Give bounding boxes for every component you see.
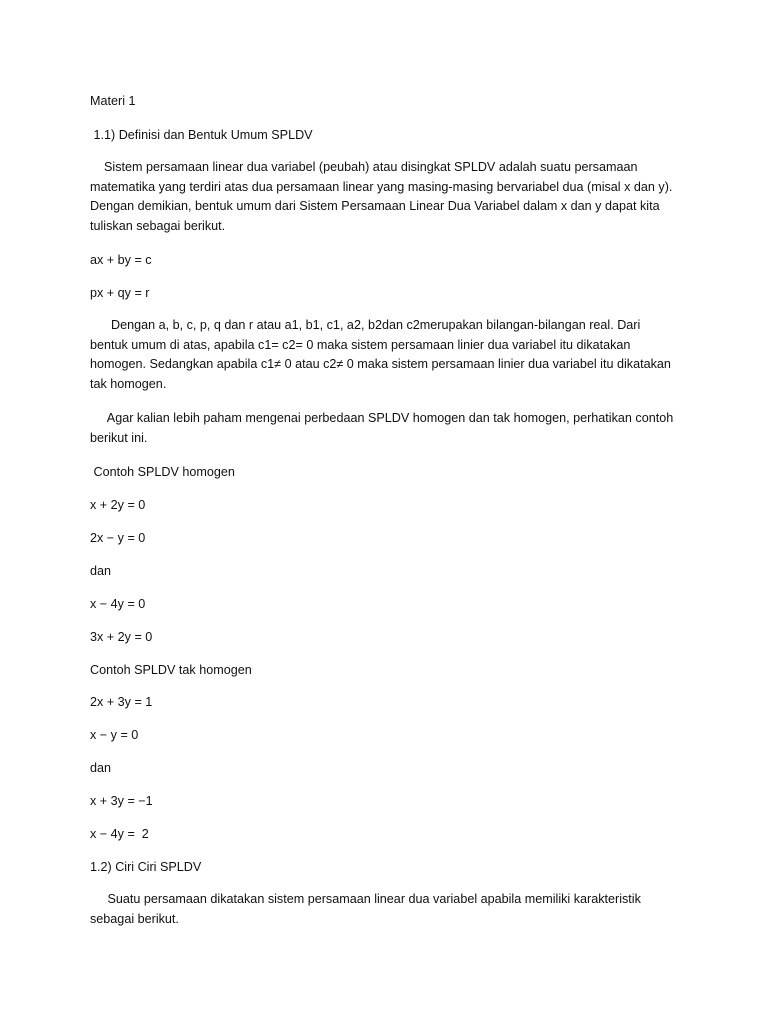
comparison-line: berikut ini. (90, 430, 148, 445)
intro-paragraph (90, 158, 686, 236)
tak-homogen-example-title: Contoh SPLDV tak homogen (90, 663, 252, 677)
comparison-paragraph (90, 409, 686, 448)
tak-homogen-equation: x − 4y = 2 (90, 827, 149, 841)
intro-line: Dengan demikian, bentuk umum dari Sistem Persamaan Linear Dua Variabel dalam x dan y dapat kita (90, 199, 660, 214)
section-heading-definition: 1.1) Definisi dan Bentuk Umum SPLDV (90, 128, 313, 142)
intro-line: Sistem persamaan linear dua variabel (peubah) atau disingkat SPLDV adalah suatu persamaan (90, 160, 638, 174)
general-form-equation: px + qy = r (90, 286, 150, 300)
connector-text: dan (90, 564, 112, 578)
definition-line: homogen. Sedangkan apabila c1≠ 0 atau c2≠ 0 maka sistem persamaan linier dua variabel itu dikatakan (90, 357, 671, 372)
section-heading-characteristics: 1.2) Ciri Ciri SPLDV (90, 860, 202, 874)
general-form-equation: ax + by = c (90, 253, 152, 267)
intro-line: matematika yang terdiri atas dua persamaan linear yang masing-masing bervariabel dua (misal x dan y). (90, 179, 673, 194)
tak-homogen-equation: x − y = 0 (90, 728, 139, 742)
definition-line: Dengan a, b, c, p, q dan r atau a1, b1, c1, a2, b2dan c2merupakan bilangan-bilangan real. Dari (90, 318, 641, 332)
definition-line: bentuk umum di atas, apabila c1= c2= 0 maka sistem persamaan linier dua variabel itu dikatakan (90, 337, 631, 352)
definition-paragraph (90, 316, 686, 394)
characteristics-line: sebagai berikut. (90, 911, 179, 926)
homogen-equation: 3x + 2y = 0 (90, 630, 153, 644)
homogen-equation: x − 4y = 0 (90, 597, 146, 611)
definition-line: tak homogen. (90, 376, 167, 391)
characteristics-line: Suatu persamaan dikatakan sistem persamaan linear dua variabel apabila memiliki karakteristik (90, 892, 641, 906)
connector-text: dan (90, 761, 112, 775)
homogen-example-title: Contoh SPLDV homogen (90, 465, 235, 479)
tak-homogen-equation: 2x + 3y = 1 (90, 695, 153, 709)
document-heading: Materi 1 (90, 94, 136, 108)
tak-homogen-equation: x + 3y = −1 (90, 794, 153, 808)
comparison-line: Agar kalian lebih paham mengenai perbedaan SPLDV homogen dan tak homogen, perhatikan contoh (90, 411, 674, 425)
homogen-equation: x + 2y = 0 (90, 498, 146, 512)
intro-line: tuliskan sebagai berikut. (90, 218, 226, 233)
homogen-equation: 2x − y = 0 (90, 531, 146, 545)
characteristics-paragraph (90, 890, 686, 929)
